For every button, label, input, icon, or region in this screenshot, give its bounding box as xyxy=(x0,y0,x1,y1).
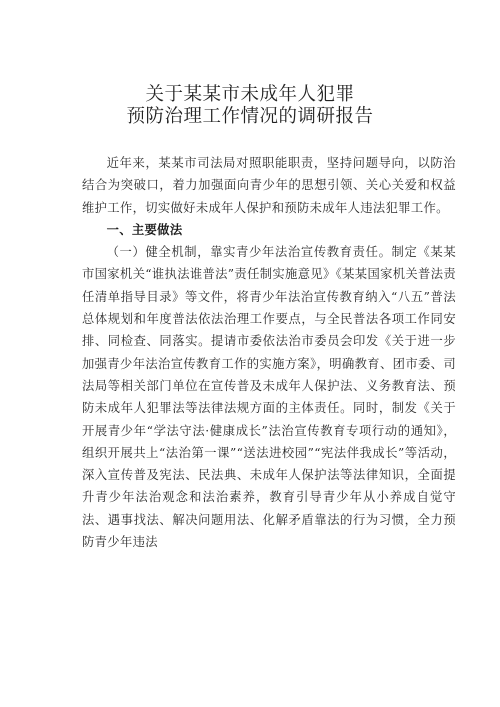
intro-paragraph: 近年来，某某市司法局对照职能职责，坚持问题导向，以防治结合为突破口，着力加强面向青少年的思想引领、关心关爱和权益维护工作，切实做好未成年人保护和预防未成年人违法犯罪工作。 xyxy=(82,156,456,215)
document-title-line2: 预防治理工作情况的调研报告 xyxy=(126,106,374,127)
section-paragraph: （一）健全机制，靠实青少年法治宣传教育责任。制定《某某市国家机关“谁执法谁普法”责任制实施意见》《某某国家机关普法责任清单指导目录》等文件，将青少年法治宣传教育纳入“八五”普法总体规划和年度普法依法治理工作要点，与全民普法各项工作同安排、同检查、同落实。提请市委依法治市委员会印发《关于进一步加强青少年法治宣传教育工作的实施方案》，明确教育、团市委、司法局等相关部门单位在宣传普及未成年人保护法、义务教育法、预防未成年人犯罪法等法律法规方面的主体责任。同时，制发《关于开展青少年“学法守法·健康成长”法治宣传教育专项行动的通知》，组织开展共上“法治第一课”“送法进校园”“宪法伴我成长”等活动，深入宣传普及宪法、民法典、未成年人保护法等法律知识，全面提升青少年法治观念和法治素养，教育引导青少年从小养成自觉守法、遇事找法、解决问题用法、化解矛盾靠法的行为习惯，全力预防青少年违法 xyxy=(82,245,456,550)
document-title-line1: 关于某某市未成年人犯罪 xyxy=(145,84,355,105)
section-heading: 一、主要做法 xyxy=(106,222,183,237)
document-body xyxy=(82,152,456,553)
